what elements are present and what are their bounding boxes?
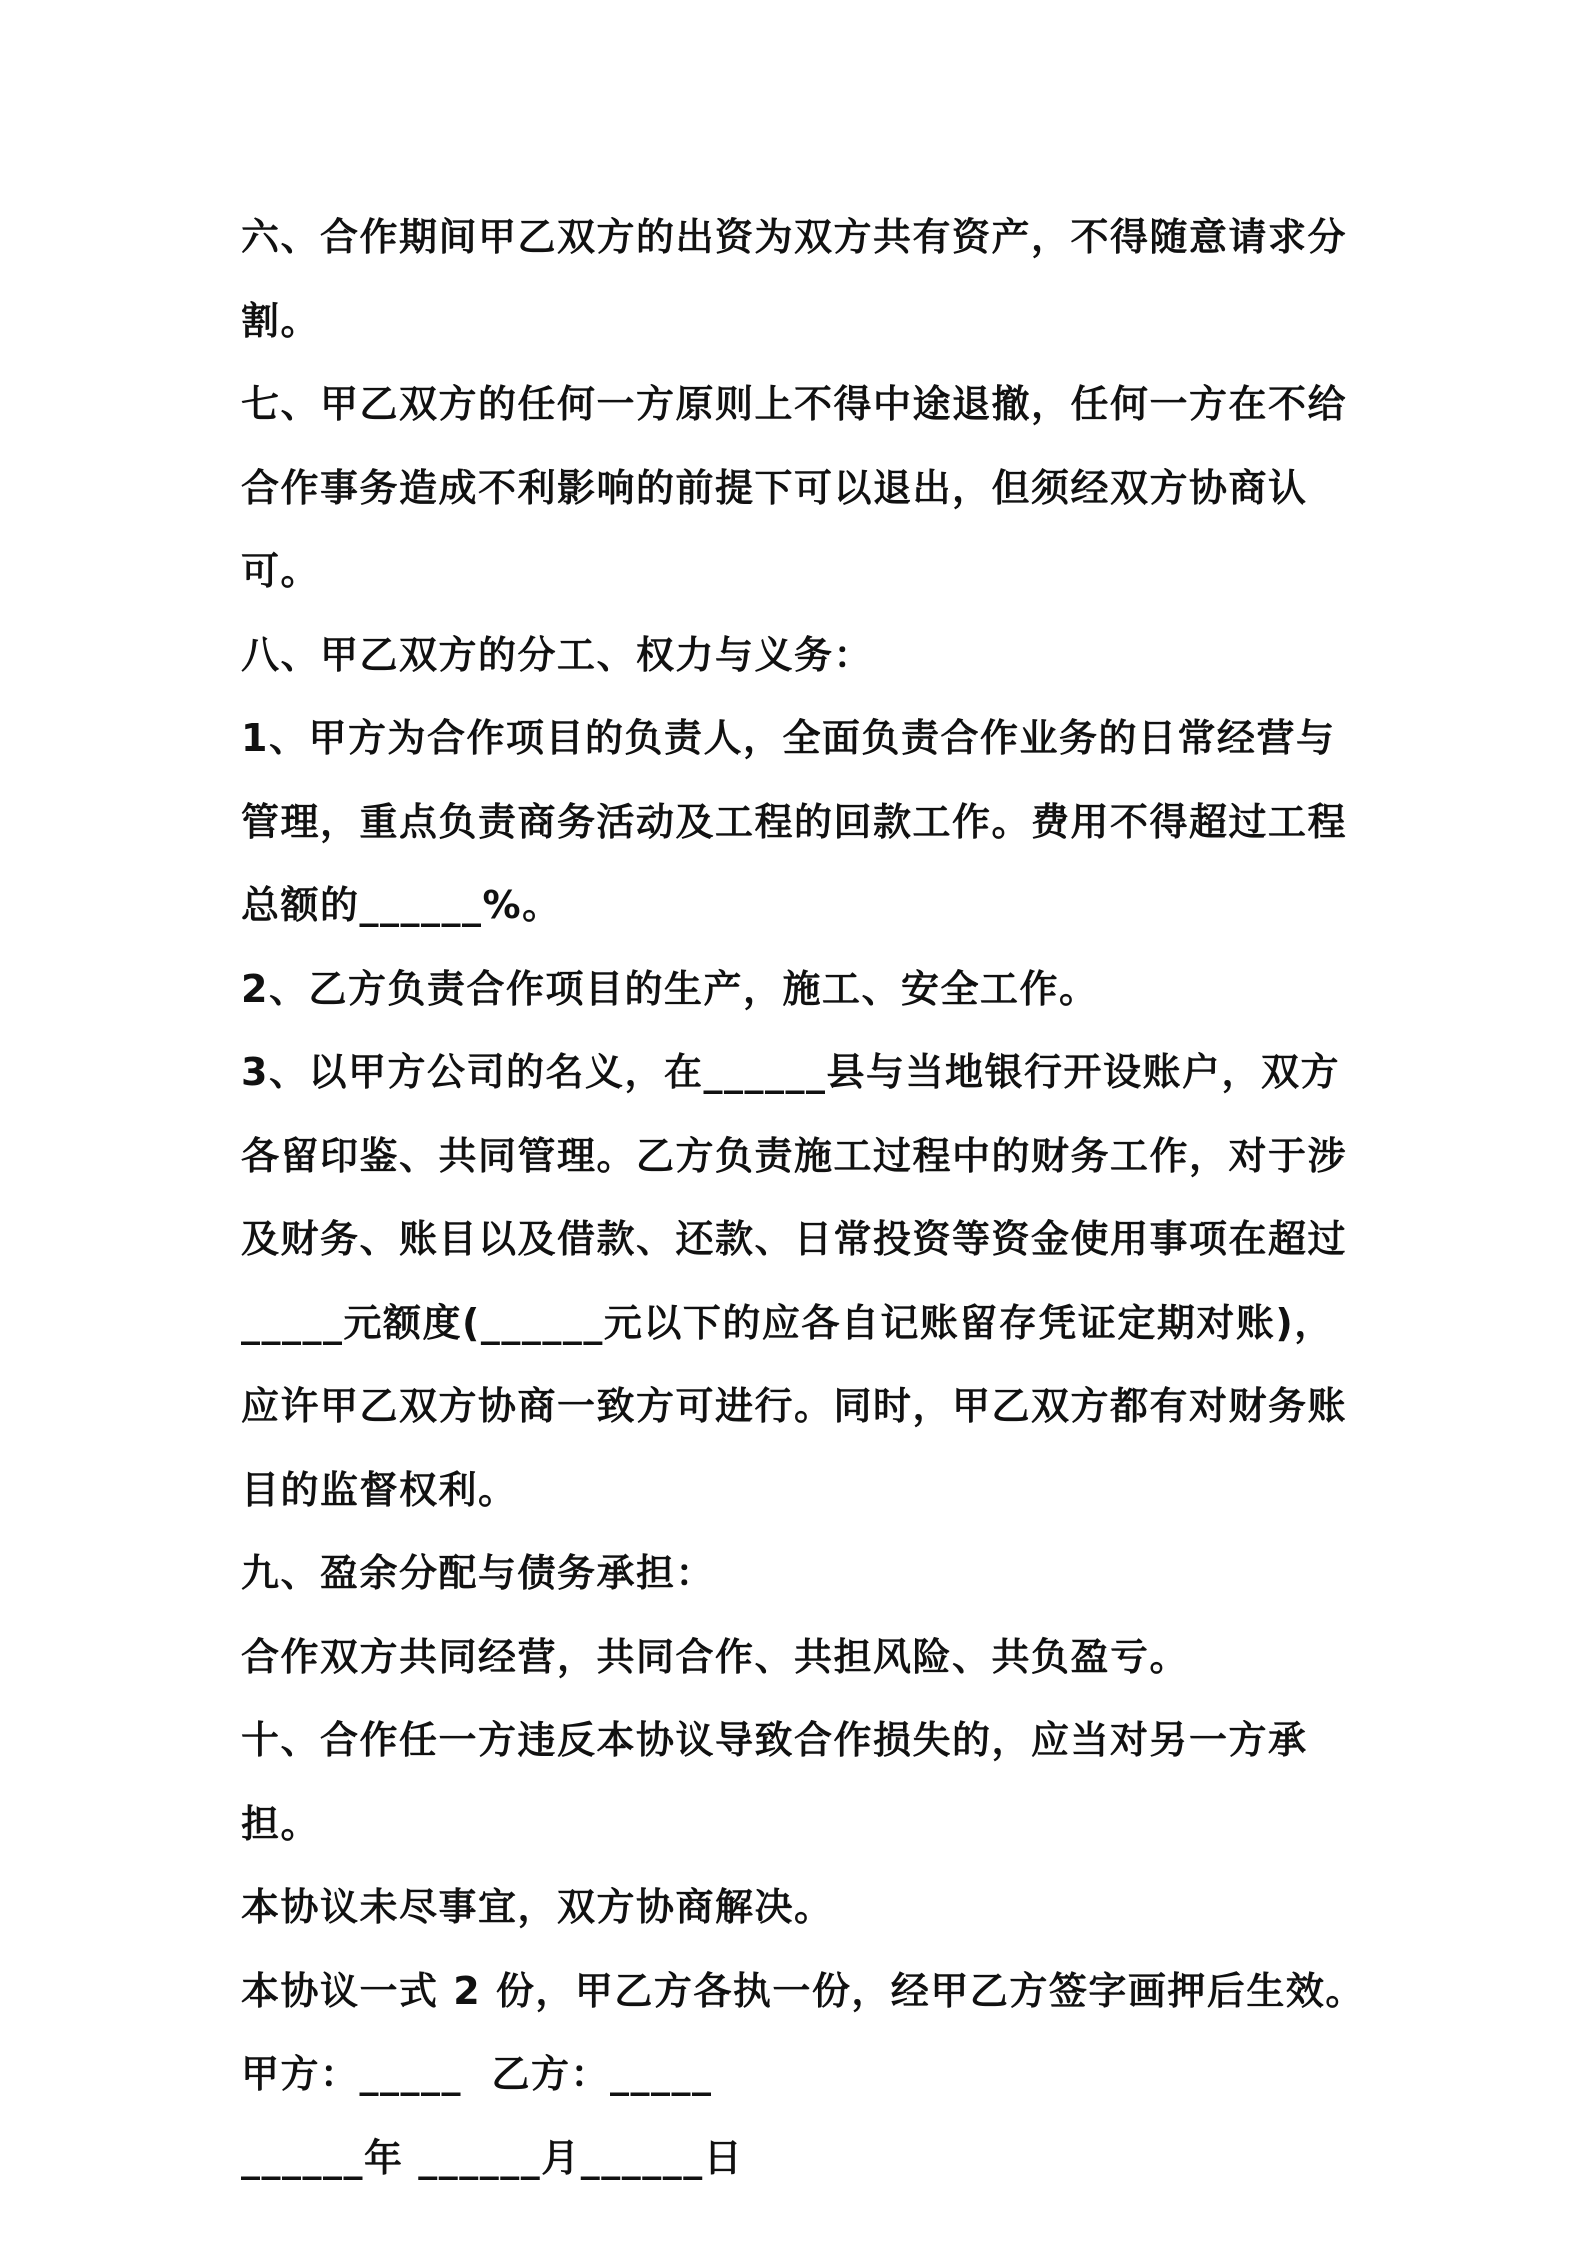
clause-ten: 十、合作任一方违反本协议导致合作损失的，应当对另一方承担。 <box>241 1718 1308 1846</box>
clause-six: 六、合作期间甲乙双方的出资为双方共有资产，不得随意请求分割。 <box>241 215 1348 343</box>
clause-nine-heading: 九、盈余分配与债务承担： <box>241 1551 716 1595</box>
clause-nine-body: 合作双方共同经营，共同合作、共担风险、共负盈亏。 <box>241 1634 1190 1679</box>
unresolved-matters: 本协议未尽事宜，双方协商解决。 <box>241 1885 834 1929</box>
clause-eight-heading: 八、甲乙双方的分工、权力与义务： <box>241 632 874 677</box>
clause-seven: 七、甲乙双方的任何一方原则上不得中途退撤，任何一方在不给合作事务造成不利影响的前提下可以退出，但须经双方协商认可。 <box>241 382 1348 593</box>
clause-eight-item-3: 3、以甲方公司的名义，在______县与当地银行开设账户，双方各留印鉴、共同管理。乙方负责施工过程中的财务工作，对于涉及财务、账目以及借款、还款、日常投资等资金使用事项在超过_____元额度(______元以下的应各自记账留存凭证定期对账)，应许甲乙双方协商一致方可进行。同时，甲乙双方都有对财务账目的监督权利。 <box>241 1050 1348 1512</box>
document-body <box>241 196 1371 2200</box>
clause-eight-item-1: 1、甲方为合作项目的负责人，全面负责合作业务的日常经营与管理，重点负责商务活动及工程的回款工作。费用不得超过工程总额的______%。 <box>241 716 1348 927</box>
clause-eight-item-2: 2、乙方负责合作项目的生产，施工、安全工作。 <box>241 966 1099 1011</box>
date-line: ______年 ______月______日 <box>241 2135 744 2180</box>
signature-line: 甲方：_____ 乙方：_____ <box>241 2052 713 2096</box>
copies-statement: 本协议一式 2 份，甲乙方各执一份，经甲乙方签字画押后生效。 <box>241 1968 1365 2013</box>
